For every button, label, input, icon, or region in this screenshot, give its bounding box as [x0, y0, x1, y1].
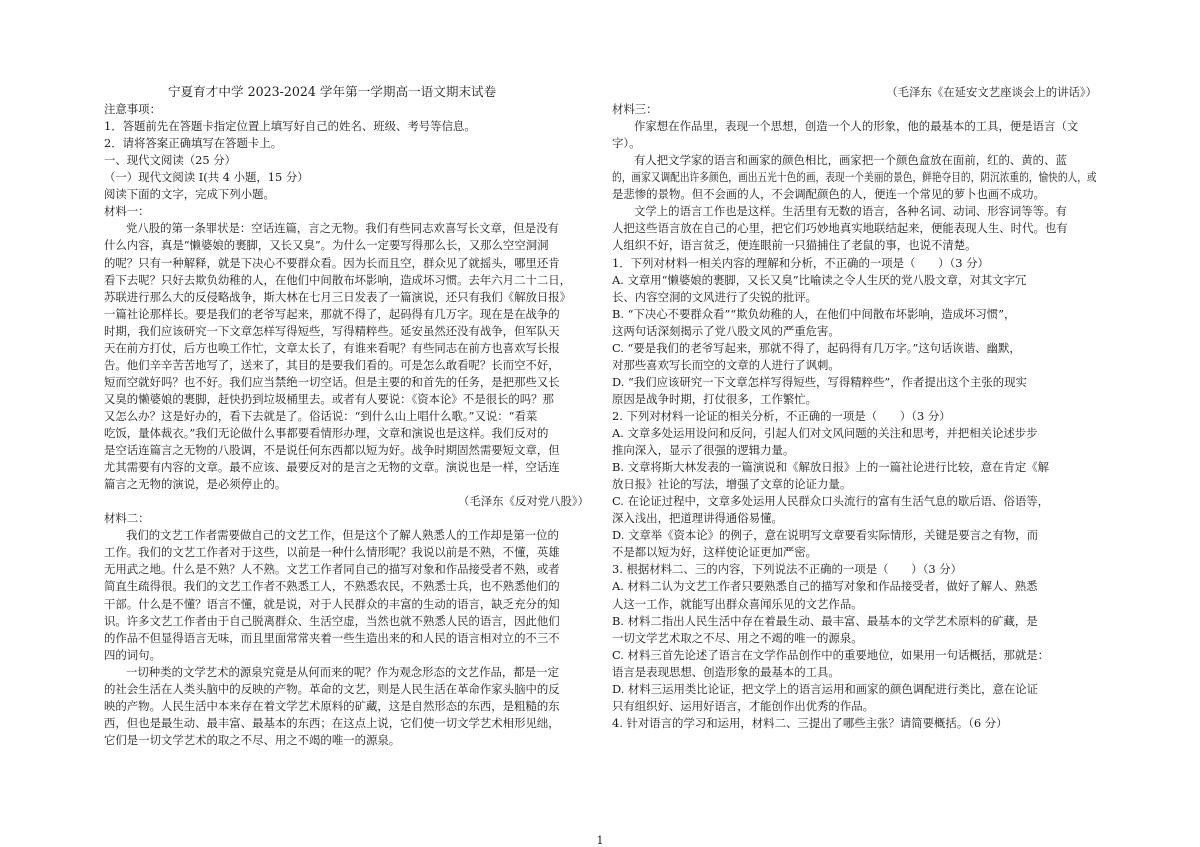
text-line: 篇言之无物的演说，是必须停止的。 [104, 477, 287, 492]
text-line: 短而空就好吗？也不好。我们应当禁绝一切空话。但是主要的和首先的任务，是把那些又长 [104, 374, 560, 389]
text-line: 字）。 [612, 136, 641, 151]
text-line: 一切种类的文学艺术的源泉究竟是从何而来的呢？作为观念形态的文艺作品，都是一定 [126, 664, 559, 679]
text-line: 2. 下列对材料一论证的相关分析，不正确的一项是（ ）（3 分） [612, 408, 951, 423]
text-line: 天在前方打仗，后方也唤工作忙，文章太长了，有谁来看呢？有些同志在前方也喜欢写长报 [104, 340, 560, 355]
text-line: 阅读下面的文字，完成下列小题。 [104, 187, 275, 202]
text-line: 对那些喜欢写长而空的文章的人进行了讽刺。 [612, 357, 840, 372]
text-line: 人这一工作，就能写出群众喜闻乐见的文艺作品。 [612, 596, 863, 611]
text-line: 尤其需要有内容的文章。最不应该、最要反对的是言之无物的文章。演说也是一样，空话连 [104, 460, 560, 475]
text-line: 无用武之地。什么是不熟？人不熟。文艺工作者同自己的描写对象和作品接受者不熟，或者 [104, 562, 560, 577]
text-line: 工作。我们的文艺工作者对于这些，以前是一种什么情形呢？我说以前是不熟，不懂，英雄 [104, 545, 560, 560]
text-line: 西，但也是最生动、最丰富、最基本的东西；在这点上说，它们使一切文学艺术相形见绌， [104, 715, 560, 730]
text-line: 这两句话深刻揭示了党八股文风的严重危害。 [612, 323, 840, 338]
text-line: （一）现代文阅读 I(共 4 小题，15 分） [104, 170, 309, 185]
text-line: 放日报》社论的写法，增强了文章的论证力量。 [612, 477, 852, 492]
text-line: 原因是战争时期，打仗很多，工作繁忙。 [612, 391, 818, 406]
text-line: 4. 针对语言的学习和运用，材料二、三提出了哪些主张？请简要概括。（6 分） [612, 715, 1008, 730]
text-line: 吃饭，量体裁衣。”我们无论做什么事都要看情形办理，文章和演说也是这样。我们反对的 [104, 426, 549, 440]
text-line: B. “下决心不要群众看”“欺负幼稚的人，在他们中间散布坏影响，造成坏习惯”， [612, 306, 1016, 321]
text-line: C. 在论证过程中，文章多处运用人民群众口头流行的富有生活气息的歇后语、俗语等， [612, 494, 1050, 509]
text-line: 有人把文学家的语言和画家的颜色相比，画家把一个颜色盒放在面前，红的、黄的、蓝 [634, 153, 1067, 168]
text-line: 材料二： [104, 511, 150, 526]
text-line: 一篇社论那样长。要是我们的老爷写起来，那就不得了，起码得有几万字。现在是在战争的 [104, 306, 560, 321]
text-line: B. 材料二指出人民生活中存在着最生动、最丰富、最基本的文学艺术原料的矿藏，是 [612, 613, 1038, 628]
text-line: 又臭的懒婆娘的裹脚，赶快扔到垃圾桶里去。或者有人要说：《资本论》不是很长的吗？那 [104, 391, 554, 406]
text-line: 2．请将答案正确填写在答题卡上。 [104, 136, 283, 151]
text-line: 的社会生活在人类头脑中的反映的产物。革命的文艺，则是人民生活在革命作家头脑中的反 [104, 681, 560, 696]
text-line: 的呢？只有一种解释，就是下决心不要群众看。因为长而且空，群众见了就摇头，哪里还肯 [104, 255, 560, 270]
text-line: 文学上的语言工作也是这样。生活里有无数的语言，各种名词、动词、形容词等等。有 [634, 204, 1067, 219]
text-line: B. 文章将斯大林发表的一篇演说和《解放日报》上的一篇社论进行比较，意在肯定《解 [612, 460, 1050, 475]
text-line: A. 文章多处运用设问和反问，引起人们对文风问题的关注和思考，并把相关论述步步 [612, 426, 1038, 440]
text-line: D. “我们应该研究一下文章怎样写得短些，写得精粹些”，作者提出这个主张的现实 [612, 374, 1027, 389]
text-line: 四的词句。 [104, 647, 161, 662]
text-line: 1．下列对材料一相关内容的理解和分析，不正确的一项是（ ）（3 分） [612, 255, 989, 270]
text-line: 的作品不但显得语言无味，而且里面常常夹着一些生造出来的和人民的语言相对立的不三不 [104, 630, 560, 645]
text-line: 深入浅出，把道理讲得通俗易懂。 [612, 511, 783, 526]
text-line: 苏联进行那么大的反侵略战争，斯大林在七月三日发表了一篇演说，还只有我们《解放日报》 [104, 289, 572, 304]
text-line: 是悲惨的景物。但不会画的人，不会调配颜色的人，便连一个常见的萝卜也画不成功。 [612, 187, 1045, 202]
text-line: 注意事项： [104, 102, 161, 117]
text-line: 什么内容，真是“懒婆娘的裹脚，又长又臭”。为什么一定要写得那么长，又那么空空洞洞 [104, 238, 549, 253]
source-citation: （毛泽东《反对党八股》） [458, 494, 589, 509]
text-line: 党八股的第一条罪状是：空话连篇，言之无物。我们有些同志欢喜写长文章，但是没有 [126, 221, 559, 236]
text-line: 的，画家又调配出许多颜色，画出五光十色的画，表现一个美丽的景色，鲜艳夺目的，阴沉浓重的，愉快的人，或 [612, 170, 1097, 185]
exam-title: 宁夏育才中学 2023-2024 学年第一学期高一语文期末试卷 [168, 84, 497, 99]
text-line: 我们的文艺工作者需要做自己的文艺工作，但是这个了解人熟悉人的工作却是第一位的 [126, 528, 559, 543]
text-line: 是空话连篇言之无物的八股调，不是说任何东西都以短为好。战争时期固然需要短文章，但 [104, 443, 560, 458]
text-line: 推向深入，显示了很强的逻辑力量。 [612, 443, 795, 458]
text-line: 一、现代文阅读（25 分） [104, 153, 237, 168]
text-line: 作家想在作品里，表现一个思想，创造一个人的形象，他的最基本的工具，便是语言（文 [634, 119, 1079, 134]
text-line: 一切文学艺术取之不尽、用之不竭的唯一的源泉。 [612, 630, 863, 645]
text-line: 人组织不好，语言贫乏，便连眼前一只猫捕住了老鼠的事，也说不清楚。 [612, 238, 977, 253]
text-line: A. 材料二认为文艺工作者只要熟悉自己的描写对象和作品接受者，做好了解人、熟悉 [612, 579, 1038, 594]
text-line: 简直生疏得很。我们的文艺工作者不熟悉工人，不熟悉农民，不熟悉士兵，也不熟悉他们的 [104, 579, 560, 594]
text-line: 1．答题前先在答题卡指定位置上填写好自己的姓名、班级、考号等信息。 [104, 119, 476, 134]
text-line: A. 文章用“懒婆娘的裹脚，又长又臭”比喻读之令人生厌的党八股文章，对其文字冗 [612, 272, 1027, 287]
text-line: 长、内容空洞的文风进行了尖锐的批评。 [612, 289, 818, 304]
text-line: 告。他们辛辛苦苦地写了，送来了，其目的是要我们看的。可是怎么敢看呢？长而空不好， [104, 357, 560, 372]
source-citation: （毛泽东《在延安文艺座谈会上的讲话》） [886, 85, 1097, 99]
text-line: 语言是表现思想、创造形象的最基本的工具。 [612, 664, 840, 679]
text-line: 识。许多文艺工作者由于自己脱离群众、生活空虚，当然也就不熟悉人民的语言，因此他们 [104, 613, 560, 628]
text-line: C. 材料三首先论述了语言在文学作品创作中的重要地位，如果用一句话概括，那就是： [612, 647, 1050, 662]
text-line: 映的产物。人民生活中本来存在着文学艺术原料的矿藏，这是自然形态的东西，是粗糙的东 [104, 698, 560, 713]
text-line: 不是都以短为好，这样使论证更加严密。 [612, 545, 818, 560]
text-line: 3. 根据材料二、三的内容，下列说法不正确的一项是（ ）（3 分） [612, 562, 962, 577]
text-line: 它们是一切文学艺术的取之不尽、用之不竭的唯一的源泉。 [104, 732, 401, 747]
text-line: 又怎么办？这是好办的，看下去就是了。俗话说：“到什么山上唱什么歌。”又说：“看菜 [104, 408, 538, 423]
text-line: 干部。什么是不懂？语言不懂，就是说，对于人民群众的丰富的生动的语言，缺乏充分的知 [104, 596, 560, 611]
page-number: 1 [596, 834, 604, 847]
text-line: D. 材料三运用类比论证，把文学上的语言运用和画家的颜色调配进行类比，意在论证 [612, 681, 1039, 696]
text-line: 只有组织好、运用好语言，才能创作出优秀的作品。 [612, 698, 874, 713]
text-line: 人把这些语言放在自己的心里，把它们巧妙地真实地联结起来，便能表现人生、时代。也有 [612, 221, 1068, 236]
text-line: 看下去呢？只好去欺负幼稚的人，在他们中间散布坏影响，造成坏习惯。去年六月二十二日， [104, 272, 572, 287]
text-line: 时期，我们应该研究一下文章怎样写得短些，写得精粹些。延安虽然还没有战争，但军队天 [104, 323, 560, 338]
text-line: D. 文章举《资本论》的例子，意在说明写文章要看实际情形，关键是要言之有物，而 [612, 528, 1039, 543]
text-line: C. “要是我们的老爷写起来，那就不得了，起码得有几万字。”这句话诙谐、幽默， [612, 340, 1021, 355]
text-line: 材料三： [612, 102, 658, 117]
text-line: 材料一： [104, 204, 150, 219]
